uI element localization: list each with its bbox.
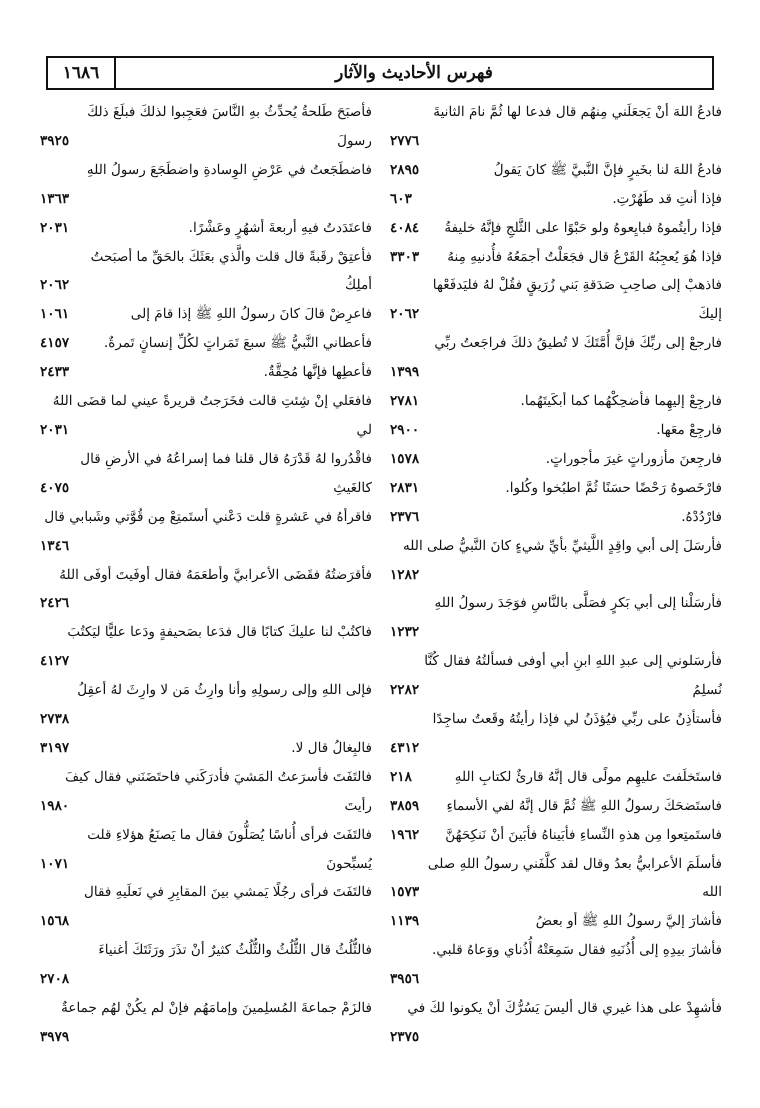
entry-text: فإذا رأيتُموهُ فبايِعوهُ ولو حَبْوًا على الثَّلجِ فإنَّهُ خليفةُ (444, 219, 722, 236)
entry-text: فاقرأهُ في عَشرةٍ قلت دَعْني أستَمتِعْ مِن قُوَّتي وشَبابي قال (44, 508, 372, 525)
entry-reference-number: ١٣٤٦ (40, 537, 70, 554)
entry-text: فارجِعْ إليهِما فأضحِكْهُما كما أبكَيتَهُما. (520, 393, 722, 410)
entry-text: فإذا أنتِ قد طَهُرْتِ. (612, 190, 722, 207)
entry-text: فأشهِدْ على هذا غيري قال أليسَ يَسُرُّكَ أنْ يكونوا لكَ في (407, 1000, 722, 1017)
entry-text: كالغَيثِ (333, 479, 372, 496)
entry-reference-number: ١٣٦٣ (40, 190, 70, 207)
index-entry (38, 734, 372, 763)
entry-reference-number: ٢٧٨١ (390, 393, 420, 410)
entry-text: فاضطَجَعتُ في عَرْضِ الوِسادةِ واضطَجَعَ رسولُ اللهِ (86, 161, 372, 178)
entry-text: الله (702, 884, 722, 901)
entry-reference-number: ٢٨٩٥ (390, 161, 420, 178)
entry-text: فأعتِقْ رقَبةً قال قلت والَّذي بعَثَكَ بالحَقِّ ما أصبَحتُ (90, 248, 372, 265)
entry-text: فأعطِها فإنَّها مُحِقَّةٌ. (263, 364, 372, 381)
entry-reference-number: ٢٤٣٣ (40, 364, 70, 381)
entry-text: فأقرَضتُهُ فقَضَى الأعرابيَّ وأطعَمَهُ فقال أوفَيتَ أوفَى اللهُ (59, 566, 372, 583)
index-entry (388, 763, 722, 792)
entry-reference-number: ١٣٩٩ (390, 364, 420, 381)
index-entry (388, 676, 722, 705)
index-entry (38, 271, 372, 300)
entry-reference-number: ١٥٧٣ (390, 884, 420, 901)
entry-text: رسولَ (337, 132, 372, 149)
index-entry (38, 416, 372, 445)
entry-reference-number: ٢٩٠٠ (390, 421, 420, 438)
entry-text: فادعُ اللهَ أنْ يَجعَلَني مِنهُم قال فدعا لها ثُمَّ نامَ الثانيةَ (433, 104, 722, 120)
entry-reference-number: ٢٠٦٢ (390, 306, 420, 323)
entry-reference-number: ٢١٨ (390, 768, 412, 785)
index-entry (388, 127, 722, 156)
index-entry (38, 532, 372, 561)
entry-reference-number: ٣٨٥٩ (390, 797, 420, 814)
index-entry (38, 792, 372, 821)
entry-reference-number: ٢٣٧٦ (390, 508, 420, 525)
entry-text: فارْدُدْهُ. (681, 508, 722, 525)
index-entry (388, 474, 722, 503)
index-entry (388, 647, 722, 676)
entry-text: لي (356, 421, 372, 438)
index-entry (388, 618, 722, 647)
entry-text: إليكَ (698, 306, 722, 323)
entry-reference-number: ٢٠٦٢ (40, 277, 70, 294)
entry-reference-number: ٣٩٧٩ (40, 1029, 70, 1045)
index-entry (38, 763, 372, 792)
entry-reference-number: ٢٨٣١ (390, 479, 420, 496)
entry-text: فأشارَ إليَّ رسولُ اللهِ ﷺ أو بعضُ (535, 913, 722, 930)
index-entry (38, 618, 372, 647)
entry-text: فالثُّلُثُ قال الثُّلُثُ والثُّلُثُ كثيرٌ أنْ تذَرَ ورَثَتَكَ أغنياءَ (98, 942, 372, 959)
entry-text: فاعرِضْ قالَ كانَ رسولُ اللهِ ﷺ إذا قامَ إلى (130, 306, 372, 323)
index-entry (388, 329, 722, 358)
index-entry (38, 214, 372, 243)
index-entry (388, 98, 722, 127)
index-entry (388, 532, 722, 561)
index-entry (388, 965, 722, 994)
index-entry (388, 821, 722, 850)
entry-text: فأسلَمَ الأعرابيُّ بعدُ وقال لقد كلَّفَني رسولُ اللهِ صلى (427, 855, 722, 872)
entry-reference-number: ٢٤٢٦ (40, 595, 70, 612)
entry-text: فاستَخلَفتَ عليهِم مولًى قال إنَّهُ قارئٌ لكتابِ اللهِ (454, 768, 722, 785)
entry-reference-number: ١٢٨٢ (390, 566, 420, 583)
entry-text: فالبِغالُ قال لا. (291, 739, 372, 756)
entry-reference-number: ١٥٦٨ (40, 913, 70, 930)
entry-text: فاكتُبْ لنا عليكَ كتابًا قال فدَعا بصَحيفةٍ ودَعا عليًّا ليَكتُبَ (67, 624, 372, 641)
entry-text: فاستَمتِعوا مِن هذهِ النِّساءِ فأبَيناهُ فأبَينَ أنْ نَنكِحَهُنَّ (445, 826, 722, 843)
index-entry (388, 416, 722, 445)
index-entry (38, 965, 372, 994)
index-entry (388, 1023, 722, 1052)
entry-reference-number: ٣٣٠٣ (390, 248, 420, 265)
entry-text: فأعطاني النَّبيُّ ﷺ سبعَ تَمَراتٍ لكُلِّ إنسانٍ تَمرةٌ. (103, 335, 372, 352)
entry-reference-number: ١٥٧٨ (390, 450, 420, 467)
entry-reference-number: ٢٣٧٥ (390, 1029, 420, 1045)
index-entry (38, 936, 372, 965)
index-entry (388, 936, 722, 965)
entry-text: فارجِعْ معَها. (656, 421, 722, 438)
entry-text: أملِكُ (344, 277, 372, 294)
index-entry (38, 850, 372, 879)
entry-text: رأيتَ (344, 797, 372, 814)
entry-reference-number: ٤٠٧٥ (40, 479, 70, 496)
page-header (46, 56, 714, 90)
entry-text: فإلى اللهِ وإلى رسولِهِ وأنا وارِثُ مَن لا وارِثَ لهُ أعقِلُ (77, 682, 372, 699)
entry-text: فأرسَلْنا إلى أبي بَكرٍ فصَلَّى بالنَّاسِ فوَجَدَ رسولُ اللهِ (434, 595, 722, 612)
entry-text: فاعتَدَدتُ فيهِ أربعةَ أشهُرٍ وعَشْرًا. (188, 219, 372, 236)
entry-text: فاستَضحَكَ رسولُ اللهِ ﷺ ثُمَّ قال إنَّهُ لفي الأسماءِ (446, 797, 722, 814)
index-entry (388, 503, 722, 532)
entry-reference-number: ١٩٨٠ (40, 797, 70, 814)
index-entry (38, 647, 372, 676)
entry-reference-number: ١٠٧١ (40, 855, 70, 872)
entry-text: فإذا هُوَ يُعجِبُهُ القَرْعُ قال فجَعَلْتُ أجمَعُهُ فأُدنيهِ مِنهُ (447, 248, 722, 265)
index-entry (388, 792, 722, 821)
entry-text: فأرسَلَ إلى أبي واقِدٍ اللَّيثيِّ بأيِّ شيءٍ كانَ النَّبيُّ صلى الله (403, 537, 722, 554)
index-entry (388, 561, 722, 590)
entry-text: فالتَفَتَ فرأى أُناسًا يُصَلُّونَ فقال ما يَصنَعُ هؤلاءِ قلت (87, 826, 372, 843)
entry-text: فأصبَحَ طَلحةُ يُحدِّثُ بهِ النَّاسَ فعَجِبوا لذلكَ فبلَغَ ذلكَ (87, 104, 372, 120)
entry-text: فافعَلي إنْ شِئتِ قالت فخَرَجتُ قريرةً عيني لما قضَى اللهُ (52, 393, 372, 410)
entry-reference-number: ٢٧٧٦ (390, 132, 420, 149)
index-entry (388, 734, 722, 763)
index-entry (38, 156, 372, 185)
entry-text: فأشارَ بيدِهِ إلى أُذُنَيهِ فقال سَمِعَتْهُ أُذُناي ووَعاهُ قلبي. (432, 942, 722, 959)
index-entry (388, 878, 722, 907)
entry-text: نُسلِمُ (692, 682, 722, 699)
entry-reference-number: ١١٣٩ (390, 913, 420, 930)
entry-reference-number: ٤٠٨٤ (390, 219, 420, 236)
entry-reference-number: ١٠٦١ (40, 306, 70, 323)
index-entry (38, 705, 372, 734)
index-entry (388, 214, 722, 243)
index-entry (38, 387, 372, 416)
entry-text: فأرسَلوني إلى عبدِ اللهِ ابنِ أبي أوفى فسألتُهُ فقال كُنَّا (424, 653, 722, 670)
index-entry (38, 561, 372, 590)
entry-reference-number: ٦٠٣ (390, 190, 412, 207)
index-entry (388, 300, 722, 329)
entry-text: فالزَمْ جماعةَ المُسلِمينَ وإمامَهُم فإنْ لم يكُنْ لهُم جماعةٌ (61, 1000, 372, 1017)
entry-text: فاذهبْ إلى صاحِبِ صَدَقةِ بَني زُرَيقٍ فقُلْ لهُ فليَدفَعْها (432, 277, 722, 294)
index-entry (388, 387, 722, 416)
index-entry (38, 243, 372, 272)
entry-reference-number: ٤١٥٧ (40, 335, 70, 352)
index-entry (38, 300, 372, 329)
entry-text: فارجعْ إلى ربِّكَ فإنَّ أُمَّتَكَ لا تُطيقُ ذلكَ فراجَعتُ ربِّي (434, 335, 722, 352)
entry-reference-number: ٤١٢٧ (40, 653, 70, 670)
entry-reference-number: ٢٠٣١ (40, 421, 70, 438)
entry-reference-number: ٢٠٣١ (40, 219, 70, 236)
index-entry (38, 878, 372, 907)
index-entry (38, 185, 372, 214)
entry-text: فأستأذِنُ على ربِّي فيُؤذَنُ لي فإذا رأيتُهُ وقَعتُ ساجِدًا (432, 711, 722, 728)
right-column (388, 98, 722, 1098)
entry-reference-number: ٣٩٥٦ (390, 971, 420, 988)
index-entry (38, 676, 372, 705)
index-entry (388, 589, 722, 618)
index-entry (38, 821, 372, 850)
entry-text: فالتَفَتَ فرأى رجُلًا يَمشي بينَ المقابِرِ في نَعلَيهِ فقال (83, 884, 372, 901)
entry-reference-number: ١٢٣٢ (390, 624, 420, 641)
index-entry (38, 329, 372, 358)
entry-text: فارجِعنَ مأزوراتٍ غيرَ مأجوراتٍ. (545, 450, 722, 467)
index-entry (38, 445, 372, 474)
entry-reference-number: ٢٢٨٢ (390, 682, 420, 699)
index-entry (38, 98, 372, 127)
index-entry (38, 907, 372, 936)
entry-text: فارْخَصوهُ رَحْضًا حسَنًا ثُمَّ اطبُخوا وكُلوا. (505, 479, 722, 496)
index-entry (388, 994, 722, 1023)
index-entry (38, 994, 372, 1023)
page-number: ١٦٨٦ (48, 58, 116, 88)
index-entry (388, 185, 722, 214)
entry-reference-number: ٢٧٠٨ (40, 971, 70, 988)
entry-text: فالتَفَتَ فأسرَعتُ المَشيَ فأدرَكَني فاحتَضَنَني فقال كيفَ (65, 768, 372, 785)
entry-text: فادعُ اللهَ لنا بخَيرٍ فإنَّ النَّبيَّ ﷺ كانَ يَقولُ (493, 161, 722, 178)
index-entry (388, 271, 722, 300)
index-entry (388, 907, 722, 936)
index-entry (38, 1023, 372, 1052)
page-title: فهرس الأحاديث والآثار (335, 63, 493, 83)
index-entry (38, 127, 372, 156)
entry-reference-number: ٣١٩٧ (40, 739, 70, 756)
entry-reference-number: ٣٩٢٥ (40, 132, 70, 149)
index-entry (388, 850, 722, 879)
index-entry (388, 445, 722, 474)
entry-text: يُسبِّحونَ (326, 855, 372, 872)
index-entry (388, 156, 722, 185)
index-entry (388, 243, 722, 272)
entry-reference-number: ٤٣١٢ (390, 739, 420, 756)
index-entry (388, 358, 722, 387)
index-columns (38, 98, 722, 1098)
index-entry (388, 705, 722, 734)
index-entry (38, 474, 372, 503)
index-entry (38, 503, 372, 532)
entry-reference-number: ١٩٦٢ (390, 826, 420, 843)
entry-text: فاقْدُروا لهُ قَدْرَهُ قال قلنا فما إسراعُهُ في الأرضِ قال (80, 450, 372, 467)
index-entry (38, 358, 372, 387)
entry-reference-number: ٢٧٣٨ (40, 711, 70, 728)
left-column (38, 98, 372, 1098)
index-entry (38, 589, 372, 618)
